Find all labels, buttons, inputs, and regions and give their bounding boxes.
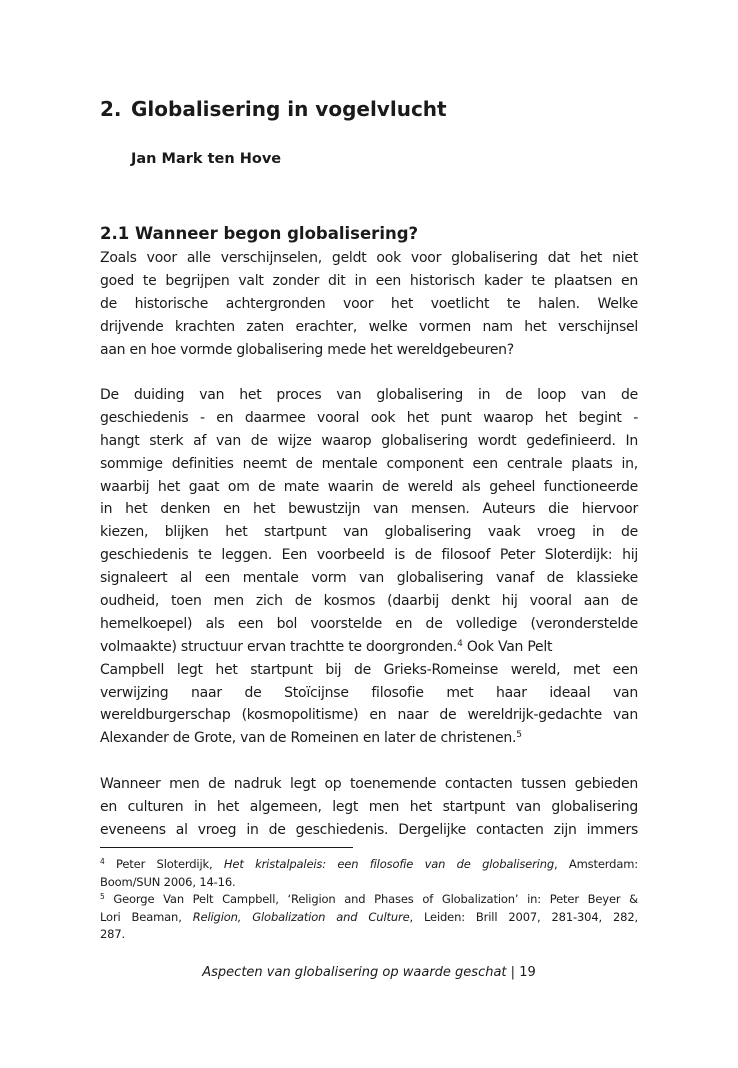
paragraph-3 <box>100 773 638 842</box>
body-line: wereldburgerschap (kosmopolitisme) en naar de wereldrijk-gedachte van <box>100 707 638 724</box>
footnote-mark: 4 <box>100 857 105 866</box>
footnote-4-line <box>100 874 638 892</box>
footnote-5-line <box>100 909 638 927</box>
section-title: 2.1 Wanneer begon globalisering? <box>100 224 419 243</box>
body-line: goed te begrijpen valt zonder dit in een historisch kader te plaatsen en <box>100 272 638 289</box>
body-line: de historische achtergronden voor het voetlicht te halen. Welke <box>100 295 638 312</box>
running-head: Aspecten van globalisering op waarde geschat <box>202 965 507 980</box>
footer-separator: | <box>510 965 516 980</box>
footnote-ref-4[interactable]: 4 <box>457 638 463 649</box>
page-number: 19 <box>519 965 536 980</box>
chapter-author: Jan Mark ten Hove <box>131 151 282 167</box>
body-line-segment: Alexander de Grote, van de Romeinen en later de christenen. <box>100 730 517 747</box>
footnote-5-line <box>100 926 638 944</box>
body-line: Wanneer men de nadruk legt op toenemende contacten tussen gebieden <box>100 776 638 792</box>
page-footer <box>0 965 738 980</box>
footnote-5-line <box>100 891 638 909</box>
paragraph-2 <box>100 384 638 750</box>
body-line-text <box>100 636 552 659</box>
footnote-text: 287. <box>100 927 126 941</box>
body-line-segment: Ook Van Pelt <box>462 638 553 655</box>
body-line <box>100 727 638 750</box>
body-line <box>100 636 638 659</box>
body-line: hangt sterk af van de wijze waarop globalisering wordt gedefinieerd. In <box>100 432 638 449</box>
footnote-text: Lori Beaman, <box>100 909 193 924</box>
body-line: geschiedenis - en daarmee vooral ook het punt waarop het begint - <box>100 409 638 426</box>
footnotes <box>100 856 638 944</box>
footnote-4-line <box>100 856 638 874</box>
body-line: in het denken en het bewustzijn van mensen. Auteurs die hiervoor <box>100 501 638 518</box>
footnote-text: , Amsterdam: <box>554 857 638 871</box>
footnote-separator <box>100 847 353 848</box>
footnote-title: Religion, Globalization and Culture <box>192 909 410 924</box>
body-line: hemelkoepel) als een bol voorstelde en de volledige (veronderstelde <box>100 615 638 632</box>
footnote-text: Peter Sloterdijk, <box>104 857 224 871</box>
body-line: eveneens al vroeg in de geschiedenis. Dergelijke contacten zijn immers <box>100 821 638 838</box>
footnote-text: Boom/SUN 2006, 14-16. <box>100 874 236 889</box>
footnote-text: , Leiden: Brill 2007, 281-304, 282, <box>409 909 638 924</box>
chapter-title-text: Globalisering in vogelvlucht <box>131 97 447 121</box>
body-line: geschiedenis te leggen. Een voorbeeld is de filosoof Peter Sloterdijk: hij <box>100 547 638 564</box>
body-line: aan en hoe vormde globalisering mede het wereldgebeuren? <box>100 341 514 358</box>
body-line: Campbell legt het startpunt bij de Grieks-Romeinse wereld, met een <box>100 661 638 678</box>
body-line: en culturen in het algemeen, legt men het startpunt van globalisering <box>100 798 638 815</box>
body-line: verwijzing naar de Stoïcijnse filosofie met haar ideaal van <box>100 684 638 701</box>
body-line: oudheid, toen men zich de kosmos (daarbij denkt hij vooral aan de <box>100 593 638 610</box>
body-line: signaleert al een mentale vorm van globalisering vanaf de klassieke <box>100 570 638 587</box>
body-line: waarbij het gaat om de mate waarin de wereld als geheel functioneerde <box>100 478 638 495</box>
footnote-mark: 5 <box>100 892 105 901</box>
chapter-number: 2. <box>100 97 122 121</box>
body-line: Zoals voor alle verschijnselen, geldt ook voor globalisering dat het niet <box>100 250 638 266</box>
body-line: drijvende krachten zaten erachter, welke vormen nam het verschijnsel <box>100 318 638 335</box>
body-line: kiezen, blijken het startpunt van globalisering vaak vroeg in de <box>100 524 638 541</box>
footnote-title: Het kristalpaleis: een filosofie van de globalisering <box>223 857 555 871</box>
footnote-text: George Van Pelt Campbell, ‘Religion and Phases of Globalization’ in: Peter Beyer & <box>104 892 638 906</box>
paragraph-1 <box>100 247 638 361</box>
body-line-segment: volmaakte) structuur ervan trachtte te doorgronden. <box>100 638 458 655</box>
chapter-title <box>100 97 447 121</box>
body-line: De duiding van het proces van globalisering in de loop van de <box>100 387 638 403</box>
footnote-ref-5[interactable]: 5 <box>516 730 522 741</box>
body-line: sommige definities neemt de mentale component een centrale plaats in, <box>100 455 638 472</box>
